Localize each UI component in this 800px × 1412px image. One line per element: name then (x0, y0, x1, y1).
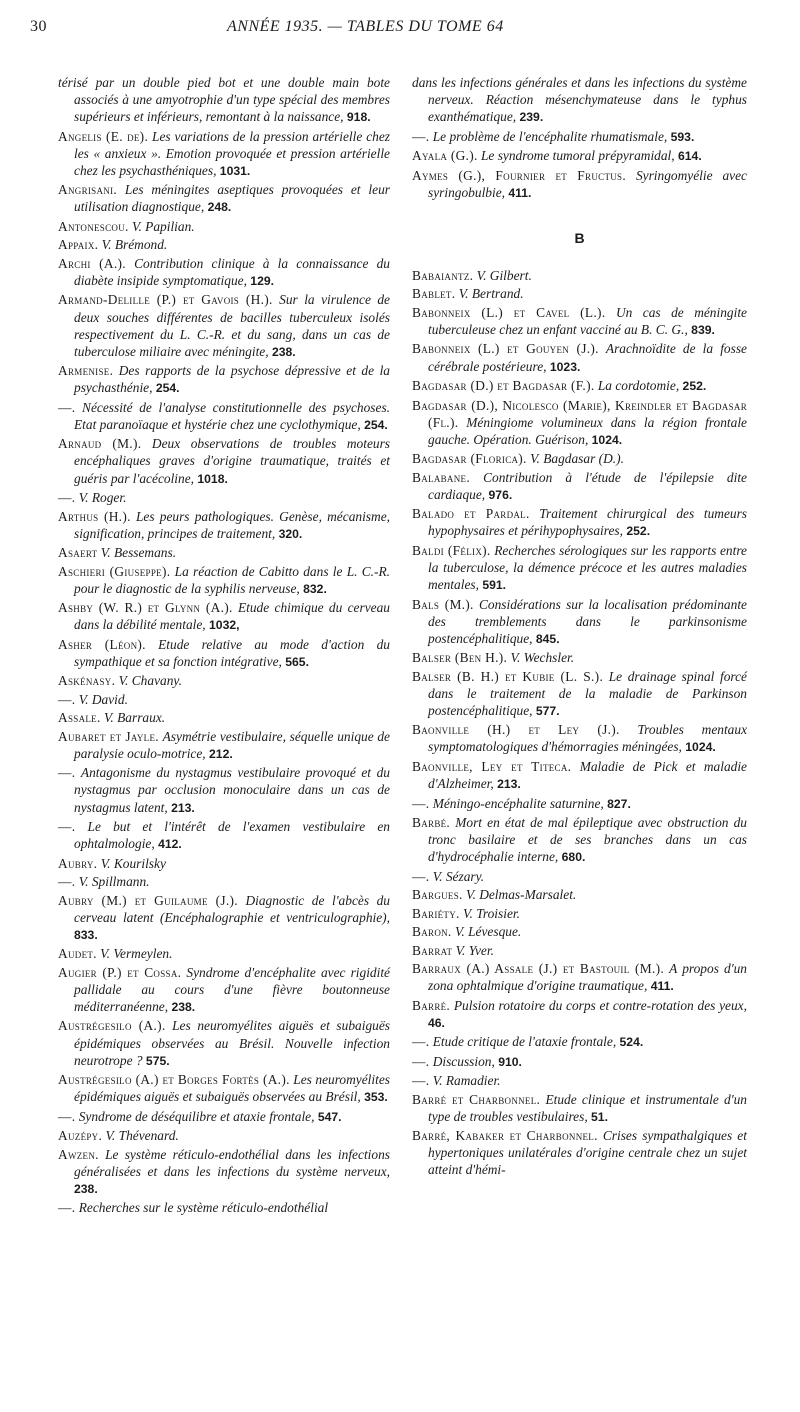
entry-page-number: 212. (209, 746, 233, 761)
entry-title: Méningiome volumineux dans la région frontale gauche. Opération. Guérison, (428, 414, 747, 447)
index-entry (58, 1017, 390, 1069)
entry-title: Antagonisme du nystagmus vestibulaire provoqué et du nystagmus par occlusion monoculaire dans un cas de nystagmus latent, (74, 765, 390, 815)
index-entry (412, 923, 747, 940)
entry-page-number: 575. (145, 1053, 170, 1068)
entry-title: Etude chimique du cerveau dans la débilité mentale, (74, 600, 390, 633)
index-entry (58, 818, 390, 853)
entry-title: V. Sézary. (432, 868, 485, 884)
entry-author: Antonescou. (58, 218, 129, 234)
index-entry (412, 649, 747, 666)
entry-page-number: 411. (650, 979, 674, 994)
entry-author: Barbé. (412, 814, 451, 830)
entry-author: Balabane. (412, 469, 470, 485)
entry-title: Le syndrome tumoral prépyramidal, (480, 148, 675, 164)
index-entry (412, 668, 747, 720)
index-entry (412, 814, 747, 866)
entry-page-number: 238. (171, 999, 196, 1014)
entry-title: Recherches sur le système réticulo-endothélial (78, 1200, 329, 1216)
entry-title: V. Lévesque. (454, 924, 522, 940)
entry-page-number: 1024. (685, 740, 716, 755)
index-entry (412, 721, 747, 756)
entry-author: Barraux (A.) Assale (J.) et Bastouil (M.). (412, 961, 664, 977)
entry-title: dans les infections générales et dans les infections du système nerveux. Réaction mésenchymateuse dans le typhus exanthématique, (412, 75, 747, 125)
entry-author: Balado et Pardal. (412, 506, 530, 522)
entry-page-number: 1031. (219, 163, 251, 178)
index-entry (412, 147, 747, 165)
entry-page-number: 213. (171, 800, 195, 815)
entry-title: térisé par un double pied bot et une double main bote associés à une amyotrophie d'un type spécial des membres supérieurs et inférieurs, remontant à la naissance, (58, 75, 390, 125)
index-entry (412, 285, 747, 302)
entry-author: Aymes (G.), Fournier et Fructus. (412, 167, 626, 183)
entry-title: Traitement chirurgical des tumeurs hypophysaires et périhypophysaires, (428, 506, 748, 539)
entry-author: Aubry (M.) et Guilaume (J.). (58, 892, 238, 908)
index-entry (412, 795, 747, 813)
index-entry (58, 892, 390, 944)
entry-author: Arthus (H.). (58, 508, 131, 524)
index-entry (58, 1199, 390, 1216)
entry-page-number: 614. (677, 149, 702, 164)
index-entry (412, 340, 747, 375)
entry-author: Ashby (W. R.) et Glynn (A.). (58, 600, 233, 616)
index-entry (412, 450, 747, 467)
section-letter-heading: B (574, 229, 585, 246)
entry-title: V. Bagdasar (D.). (530, 451, 624, 467)
entry-title: V. Spillmann. (78, 874, 150, 890)
entry-author: Bariéty. (412, 905, 460, 921)
index-entry (412, 128, 747, 146)
entry-title: V. Vermeylen. (100, 946, 173, 962)
right-column (412, 74, 747, 1180)
running-title: ANNÉE 1935. — TABLES DU TOME 64 (227, 18, 504, 35)
index-entry (58, 255, 390, 290)
entry-title: Le drainage spinal forcé dans le traitement de la maladie de Parkinson postencéphalitique, (428, 668, 747, 718)
entry-title: Asymétrie vestibulaire, séquelle unique de paralysie oculo-motrice, (74, 728, 390, 761)
entry-title: Les neuromyélites épidémiques aiguës et subaiguës observées au Brésil, (74, 1072, 390, 1105)
left-column (58, 74, 390, 1218)
entry-page-number: 547. (317, 1109, 342, 1124)
entry-title: V. Roger. (78, 490, 127, 506)
index-entry (58, 1146, 390, 1198)
entry-author: Augier (P.) et Cossa. (58, 964, 182, 980)
entry-page-number: 1018. (197, 471, 228, 486)
entry-author: Aschieri (Giuseppe). (58, 563, 171, 579)
entry-title: Méningo-encéphalite saturnine, (432, 795, 604, 811)
entry-page-number: 839. (691, 322, 715, 337)
index-entry (58, 399, 390, 434)
page-number: 30 (30, 18, 47, 35)
index-entry (58, 563, 390, 598)
entry-title: V. Gilbert. (476, 267, 532, 283)
index-entry (412, 377, 747, 395)
entry-title: Les peurs pathologiques. Genèse, mécanisme, signification, principes de traitement, (74, 508, 390, 541)
index-entry (412, 1033, 747, 1051)
entry-title: Etude critique de l'ataxie frontale, (432, 1034, 617, 1050)
entry-author: Barré et Charbonnel. (412, 1091, 541, 1107)
index-entry (58, 128, 390, 180)
entry-title: Arachnoïdite de la fosse cérébrale postérieure, (428, 341, 747, 374)
entry-author: Auzépy. (58, 1128, 103, 1144)
index-entry (58, 544, 390, 561)
entry-author: Asher (Léon). (58, 636, 146, 652)
entry-author: —. (58, 819, 76, 835)
index-entry (58, 1071, 390, 1106)
index-entry (412, 868, 747, 885)
entry-author: Awzen. (58, 1146, 99, 1162)
entry-author: Barré. (412, 997, 451, 1013)
entry-author: Baron. (412, 924, 452, 940)
entry-title: A propos d'un zona ophtalmique d'origine traumatique, (428, 961, 747, 994)
entry-title: V. Wechsler. (510, 650, 575, 666)
entry-title: V. Papilian. (132, 218, 195, 234)
index-entry (58, 1108, 390, 1126)
entry-title: Mort en état de mal épileptique avec obstruction du tronc basilaire et de ses branches dans un cas d'hydrocéphalie interne, (428, 814, 747, 865)
index-entry (412, 505, 747, 540)
entry-title: Troubles mentaux symptomatologiques d'hémorragies méningées, (428, 722, 748, 755)
index-entry (58, 599, 390, 634)
entry-author: Angelis (E. de). (58, 128, 149, 144)
entry-title: V. Chavany. (118, 673, 182, 689)
entry-page-number: 252. (682, 379, 707, 394)
entry-author: Angrisani. (58, 182, 118, 198)
entry-author: —. (412, 128, 430, 144)
entry-author: Archi (A.). (58, 255, 126, 271)
index-entry (58, 1127, 390, 1144)
entry-author: Bargues. (412, 887, 463, 903)
entry-page-number: 577. (535, 703, 560, 718)
index-entry (58, 855, 390, 872)
index-entry (412, 960, 747, 995)
entry-title: V. Barraux. (103, 710, 166, 726)
entry-page-number: 593. (670, 129, 695, 144)
entry-title: Un cas de méningite tuberculeuse chez un enfant vacciné au B. C. G., (428, 304, 747, 337)
index-entry (412, 304, 747, 339)
index-entry (58, 945, 390, 962)
entry-page-number: 412. (158, 837, 182, 852)
index-entry (58, 964, 390, 1016)
entry-page-number: 254. (364, 417, 388, 432)
entry-author: —. (412, 1053, 430, 1069)
entry-author: Baonville (H.) et Ley (J.). (412, 722, 620, 738)
index-entry (412, 997, 747, 1032)
entry-author: Bagdasar (D.) et Bagdasar (F.). (412, 378, 595, 394)
entry-title: Contribution à l'étude de l'épilepsie dite cardiaque, (428, 469, 747, 502)
entry-title: Le problème de l'encéphalite rhumatismale, (432, 128, 668, 144)
entry-title: Etude relative au mode d'action du sympathique et sa fonction intégrative, (74, 636, 390, 669)
entry-author: Baldi (Félix). (412, 542, 491, 558)
entry-title: Syndrome d'encéphalite avec rigidité pallidale au cours d'une fièvre boutonneuse méditerranéenne, (74, 964, 390, 1014)
entry-page-number: 1024. (591, 432, 623, 447)
entry-page-number: 46. (428, 1015, 445, 1030)
entry-page-number: 833. (74, 927, 98, 942)
entry-title: V. Delmas-Marsalet. (466, 887, 577, 903)
entry-author: Appaix. (58, 237, 99, 253)
entry-author: Askénasy. (58, 673, 116, 689)
entry-title: Des rapports de la psychose dépressive et de la psychasthénie, (74, 363, 390, 396)
right-column-b-entries (412, 267, 747, 1179)
entry-title: La réaction de Cabitto dans le L. C.-R. pour le diagnostic de la syphilis nerveuse, (74, 563, 390, 596)
entry-page-number: 411. (508, 185, 532, 200)
entry-page-number: 1023. (549, 359, 581, 374)
entry-author: Barré, Kabaker et Charbonnel. (412, 1128, 598, 1144)
entry-author: Babaiantz. (412, 267, 474, 283)
entry-page-number: 320. (278, 526, 303, 541)
index-entry (412, 1091, 747, 1126)
index-entry (58, 672, 390, 689)
entry-author: Babonneix (L.) et Cavel (L.). (412, 304, 606, 320)
index-entry (412, 397, 747, 449)
entry-author: —. (58, 1200, 76, 1216)
entry-author: Babonneix (L.) et Gouyen (J.). (412, 341, 599, 357)
entry-author: —. (58, 1108, 76, 1124)
index-entry (412, 942, 747, 959)
entry-page-number: 51. (591, 1109, 608, 1124)
index-entry (412, 596, 747, 648)
index-entry (412, 469, 747, 504)
index-entry (58, 218, 390, 235)
entry-author: Baonville, Ley et Titeca. (412, 758, 572, 774)
entry-author: Balser (Ben H.). (412, 650, 508, 666)
entry-author: Bals (M.). (412, 596, 474, 612)
index-entry (412, 167, 747, 202)
entry-page-number: 976. (488, 487, 513, 502)
entry-page-number: 845. (535, 631, 560, 646)
entry-author: —. (58, 874, 76, 890)
entry-author: Audet. (58, 946, 97, 962)
entry-page-number: 248. (207, 200, 232, 215)
right-column-top-entries (412, 74, 747, 202)
entry-author: Balser (B. H.) et Kubie (L. S.). (412, 668, 604, 684)
entry-title: Le but et l'intérêt de l'examen vestibulaire en ophtalmologie, (74, 819, 390, 852)
entry-author: Aubaret et Jayle. (58, 728, 159, 744)
entry-title: V. Yver. (455, 942, 494, 958)
entry-page-number: 918. (346, 110, 371, 125)
index-entry (58, 74, 390, 126)
index-entry (58, 236, 390, 253)
entry-page-number: 353. (364, 1090, 388, 1105)
index-entry (58, 764, 390, 816)
entry-author: Austrégesilo (A.) et Borges Fortès (A.). (58, 1072, 290, 1088)
entry-title: Pulsion rotatoire du corps et contre-rotation des yeux, (453, 997, 747, 1013)
entry-title: V. Brémond. (101, 237, 168, 253)
entry-author: —. (412, 1034, 430, 1050)
entry-page-number: 910. (498, 1054, 522, 1069)
entry-page-number: 827. (607, 796, 631, 811)
entry-title: V. Kourilsky (100, 855, 166, 871)
entry-page-number: 254. (155, 381, 180, 396)
entry-title: Deux observations de troubles moteurs encéphaliques graves d'origine traumatique, traités et guéris par l'acécoline, (74, 436, 391, 486)
index-entry (412, 1127, 747, 1178)
entry-title: La cordotomie, (597, 378, 680, 394)
index-entry (58, 489, 390, 506)
entry-author: —. (58, 765, 76, 781)
entry-author: Aubry. (58, 855, 98, 871)
index-entry (58, 362, 390, 397)
entry-page-number: 238. (74, 1181, 98, 1196)
entry-title: Sur la virulence de deux souches différentes de bacilles tuberculeux isolés respectivement du L. C.-R. et du sang, dans un cas de tuberculose miliaire avec méningite, (74, 292, 391, 359)
entry-title: V. David. (78, 691, 128, 707)
entry-title: V. Ramadier. (432, 1073, 501, 1089)
entry-title: Diagnostic de l'abcès du cerveau latent (Encéphalographie et ventriculographie), (74, 892, 390, 925)
index-entry (58, 181, 390, 216)
index-entry (58, 709, 390, 726)
entry-author: Armand-Delille (P.) et Gavois (H.). (58, 292, 273, 308)
index-entry (58, 508, 390, 543)
index-entry (412, 1072, 747, 1089)
entry-page-number: 239. (519, 110, 544, 125)
entry-page-number: 524. (619, 1035, 644, 1050)
entry-author: Arnaud (M.). (58, 436, 142, 452)
entry-page-number: 238. (271, 344, 296, 359)
index-entry (58, 873, 390, 890)
entry-title: Syndrome de déséquilibre et ataxie frontale, (78, 1108, 315, 1124)
entry-author: Bablet. (412, 286, 456, 302)
entry-title: Discussion, (432, 1053, 495, 1069)
running-header (22, 18, 772, 40)
entry-title: Les méningites aseptiques provoquées et leur utilisation diagnostique, (74, 182, 390, 215)
index-entry (412, 1053, 747, 1071)
entry-page-number: 565. (285, 654, 309, 669)
index-entry (412, 74, 747, 126)
entry-page-number: 832. (303, 581, 327, 596)
entry-author: —. (58, 399, 76, 415)
index-entry (412, 267, 747, 284)
entry-author: —. (412, 868, 430, 884)
entry-title: Les variations de la pression artérielle chez les « anxieux ». Emotion provoquée et pression artérielle chez les psychasthéniques, (74, 128, 390, 178)
entry-title: Crises sympathalgiques et hypertoniques unilatérales d'origine centrale chez un sujet atteint d'hémi- (428, 1128, 747, 1178)
entry-title: Nécessité de l'analyse constitutionnelle des psychoses. Etat paranoïaque et hystérie chez une cyclothymique, (74, 399, 391, 432)
entry-author: Austrégesilo (A.). (58, 1018, 166, 1034)
entry-page-number: 213. (497, 777, 521, 792)
index-entry (58, 691, 390, 708)
index-entry (58, 636, 390, 671)
entry-page-number: 1032, (209, 618, 240, 633)
entry-title: Maladie de Pick et maladie d'Alzheimer, (428, 758, 747, 792)
index-entry (412, 758, 747, 793)
entry-author: —. (412, 795, 430, 811)
entry-author: Asaert (58, 545, 98, 561)
entry-title: Les neuromyélites aiguës et subaiguës épidémiques observées au Brésil. Nouvelle infection neurotrope ? (74, 1018, 390, 1068)
entry-title: V. Bessemans. (100, 545, 177, 561)
entry-title: Le système réticulo-endothélial dans les infections généralisées et dans les infections du système nerveux, (74, 1146, 390, 1179)
index-entry (58, 291, 390, 360)
index-entry (412, 886, 747, 903)
entry-author: Bagdasar (D.), Nicolesco (Marie), Kreindler et Bagdasar (Fl.). (412, 397, 747, 430)
entry-title: Syringomyélie avec syringobulbie, (428, 167, 747, 200)
entry-page-number: 591. (482, 578, 507, 593)
entry-author: Assale. (58, 710, 101, 726)
index-entry (412, 542, 747, 594)
entry-author: Ayala (G.). (412, 148, 478, 164)
entry-title: V. Troisier. (463, 905, 520, 921)
entry-author: Barrat (412, 942, 453, 958)
entry-page-number: 680. (561, 850, 586, 865)
entry-title: Etude clinique et instrumentale d'un type de troubles vestibulaires, (428, 1091, 748, 1124)
entry-author: Bagdasar (Florica). (412, 451, 527, 467)
entry-author: —. (412, 1073, 430, 1089)
entry-author: —. (58, 691, 76, 707)
entry-title: Recherches sérologiques sur les rapports entre la tuberculose, la démence précoce et les autres maladies mentales, (428, 542, 747, 593)
index-entry (58, 435, 390, 487)
entry-author: Armenise. (58, 363, 114, 379)
entry-author: —. (58, 490, 76, 506)
entry-page-number: 129. (250, 273, 275, 288)
entry-title: Contribution clinique à la connaissance du diabète insipide symptomatique, (74, 255, 390, 288)
entry-title: Considérations sur la localisation prédominante des tremblements dans le parkinsonisme postencéphalitique, (428, 596, 747, 646)
entry-title: V. Bertrand. (458, 286, 524, 302)
index-entry (58, 728, 390, 763)
entry-title: V. Thévenard. (105, 1128, 179, 1144)
index-entry (412, 905, 747, 922)
entry-page-number: 252. (626, 524, 651, 539)
